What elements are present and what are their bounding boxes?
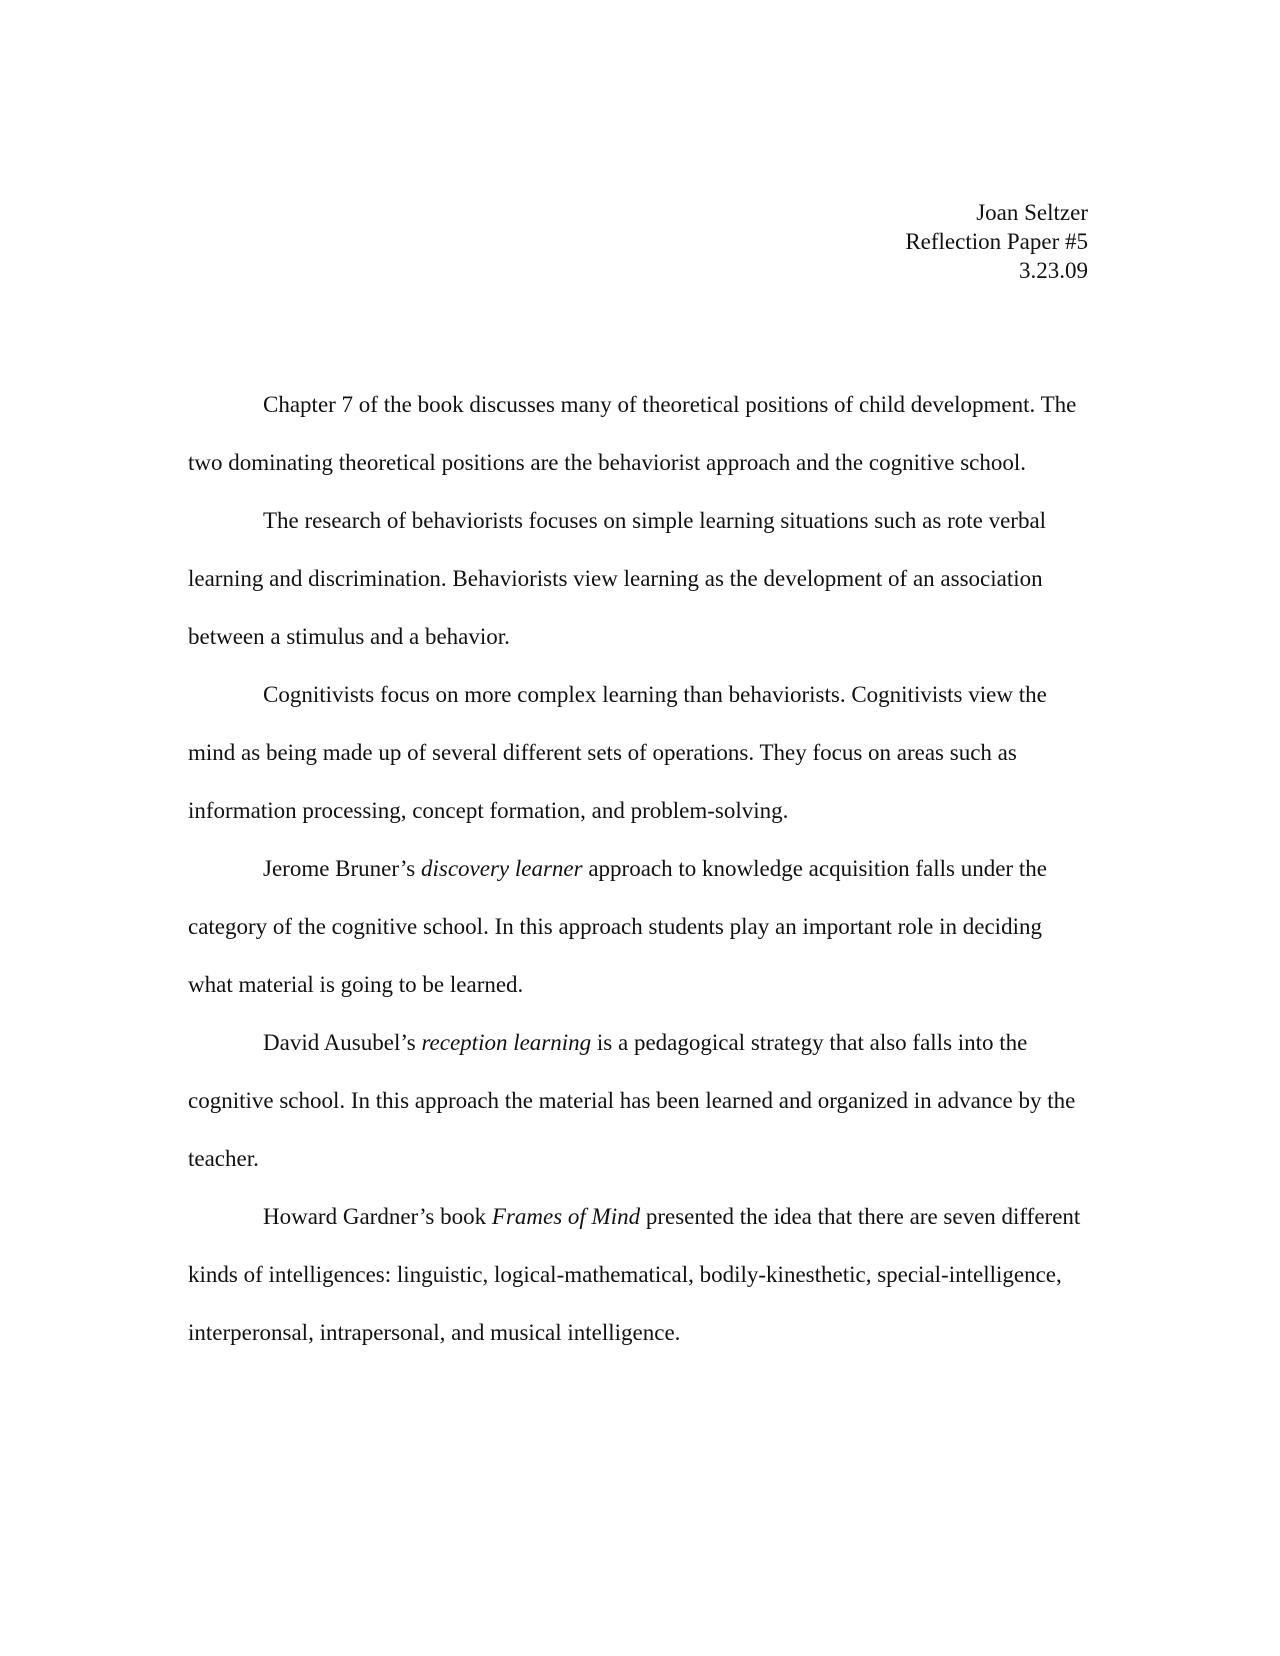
paragraph-3 [188, 666, 1088, 840]
emphasized-term: discovery learner [420, 856, 583, 881]
author-name: Joan Seltzer [976, 200, 1088, 225]
document-header [905, 198, 1088, 285]
paragraph-text-before: Jerome Bruner’s [263, 856, 421, 881]
paragraph-text: Cognitivists focus on more complex learning than behaviorists. Cognitivists view the mind as being made up of several different sets of operations. They focus on areas such as information processing, concept formation, and problem-solving. [188, 682, 1047, 823]
paper-title: Reflection Paper #5 [905, 229, 1088, 254]
paragraph-2 [188, 492, 1088, 666]
paragraph-text-after: approach to knowledge acquisition falls under the category of the cognitive school. In this approach students play an important role in deciding what material is going to be learned. [188, 856, 1047, 997]
document-body [188, 376, 1088, 1362]
paragraph-6 [188, 1188, 1088, 1362]
paragraph-text-before: Howard Gardner’s book [263, 1204, 492, 1229]
paragraph-text: The research of behaviorists focuses on simple learning situations such as rote verbal learning and discrimination. Behaviorists view learning as the development of an association between a stimulus and a behavior. [188, 508, 1047, 649]
paper-date: 3.23.09 [1019, 258, 1088, 283]
paragraph-text: Chapter 7 of the book discusses many of theoretical positions of child development. The two dominating theoretical positions are the behaviorist approach and the cognitive school. [188, 392, 1077, 475]
paragraph-text-after: is a pedagogical strategy that also falls into the cognitive school. In this approach the material has been learned and organized in advance by the teacher. [188, 1030, 1076, 1171]
paragraph-5 [188, 1014, 1088, 1188]
emphasized-term: reception learning [421, 1030, 592, 1055]
paragraph-text-before: David Ausubel’s [263, 1030, 422, 1055]
paragraph-4 [188, 840, 1088, 1014]
paragraph-1 [188, 376, 1088, 492]
book-title: Frames of Mind [491, 1204, 641, 1229]
paragraph-text-after: presented the idea that there are seven different kinds of intelligences: linguistic, logical-mathematical, bodily-kinesthetic, special-intelligence, interperonsal, intrapersonal, and musical intelligence. [188, 1204, 1081, 1345]
